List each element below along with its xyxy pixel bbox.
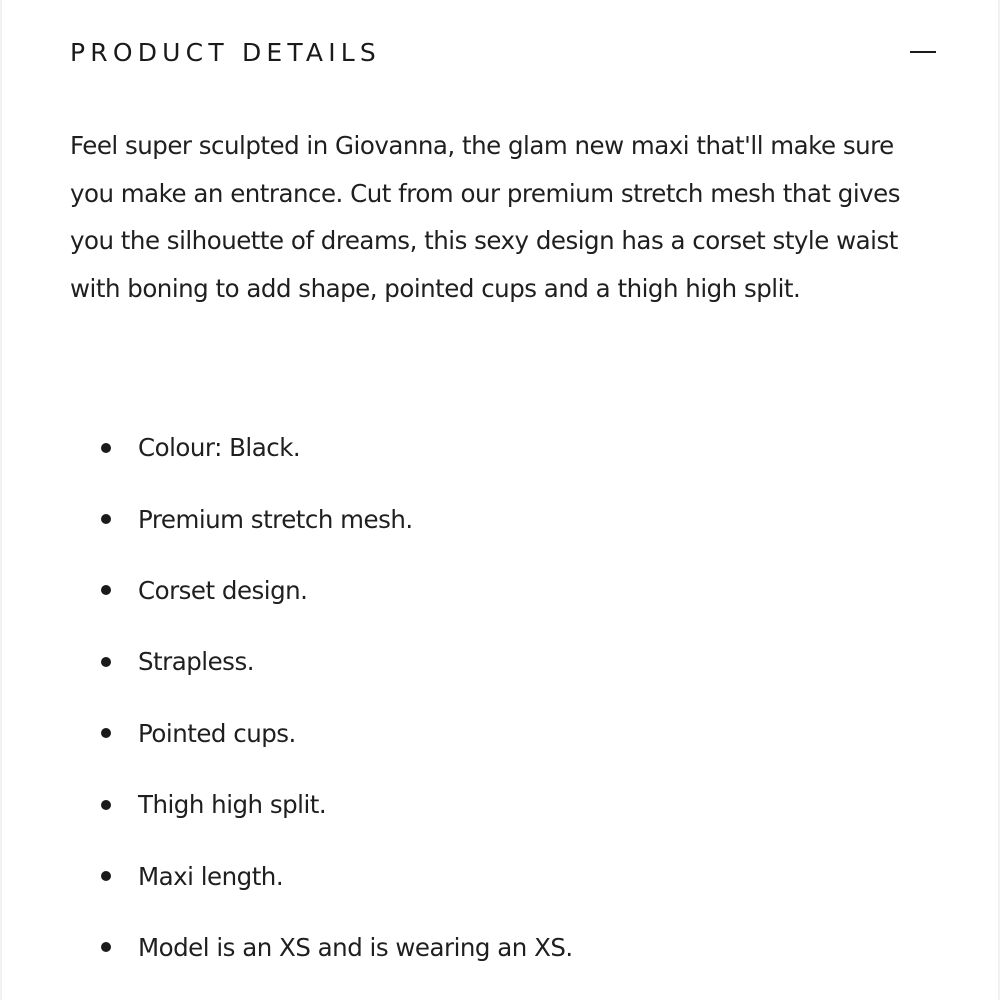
product-details-accordion-header[interactable] [70,30,938,74]
list-item [70,626,938,697]
minus-icon[interactable] [910,51,936,53]
feature-list [70,412,938,983]
feature-text: Colour: Black. [138,433,301,463]
feature-text: Thigh high split. [138,790,327,820]
list-item [70,912,938,983]
feature-text: Maxi length. [138,861,284,891]
list-item [70,769,938,840]
bullet-icon [101,942,111,952]
bullet-icon [101,871,111,881]
list-item [70,698,938,769]
bullet-icon [101,800,111,810]
section-title: PRODUCT DETAILS [70,37,381,67]
feature-text: Corset design. [138,575,308,605]
bullet-icon [101,585,111,595]
bullet-icon [101,443,111,453]
list-item [70,840,938,911]
list-item [70,412,938,483]
list-item [70,483,938,554]
list-item [70,555,938,626]
feature-text: Pointed cups. [138,718,296,748]
bullet-icon [101,657,111,667]
product-description: Feel super sculpted in Giovanna, the glam new maxi that'll make sure you make an entrance. Cut from our premium stretch mesh that gives you the silhouette of dreams, this sexy design has a corset style waist with boning to add shape, pointed cups and a thigh high split. [70,131,900,303]
feature-text: Premium stretch mesh. [138,504,413,534]
feature-text: Strapless. [138,647,254,677]
bullet-icon [101,728,111,738]
bullet-icon [101,514,111,524]
feature-text: Model is an XS and is wearing an XS. [138,932,573,962]
